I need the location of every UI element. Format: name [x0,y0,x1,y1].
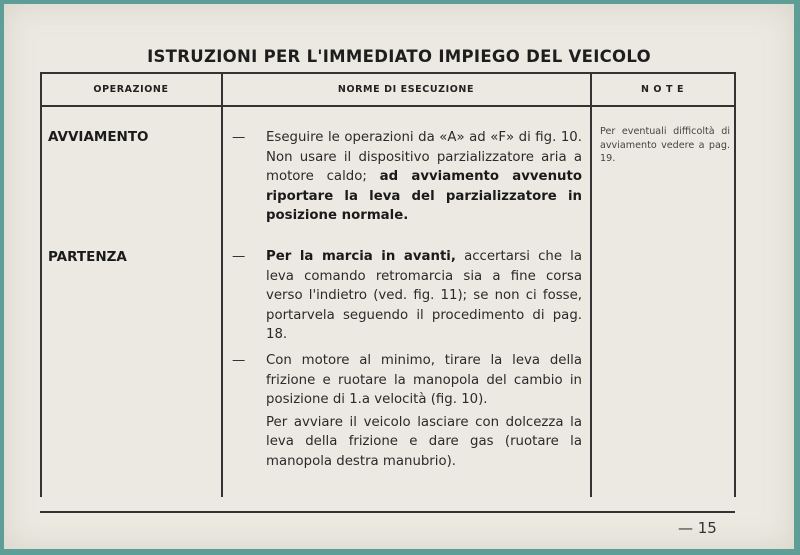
dash-mark: — [232,249,246,264]
note-avviamento: Per eventuali difficoltà di avviamento vedere a pag. 19. [600,126,730,165]
instruction-normal-text: Eseguire le operazioni da «A» ad «F» di fig. 10. Non usare il dispositivo parzializzatore aria a motore caldo; [266,130,582,185]
instruction-bold-text: Per la marcia in avanti, [266,249,456,264]
label-avviamento: AVVIAMENTO [48,129,149,145]
instruction-text [266,247,582,345]
instruction-text [266,128,582,226]
table-top-rule [40,72,735,74]
column-divider-2 [590,72,592,497]
dash-mark: — [232,130,246,145]
instruction-normal-text: accertarsi che la leva comando retromarcia sia a fine corsa verso l'indietro (ved. fig. 11); se non ci fosse, portarvela seguendo il procedimento di pag. 18. [266,249,582,343]
header-operazione: OPERAZIONE [93,84,169,95]
column-divider-left [40,72,42,497]
header-note: N O T E [640,84,685,95]
column-divider-1 [221,72,223,497]
label-partenza: PARTENZA [48,249,127,265]
instruction-extra-text: Per avviare il veicolo lasciare con dolcezza la leva della frizione e dare gas (ruotare la manopola destra manubrio). [266,414,582,469]
dash-mark: — [232,353,246,368]
header-norme: NORME DI ESECUZIONE [337,84,475,95]
table-bottom-rule [40,511,735,513]
instruction-avviamento [232,128,582,226]
page-title: ISTRUZIONI PER L'IMMEDIATO IMPIEGO DEL VEICOLO [147,47,651,66]
instruction-partenza-2 [232,351,582,472]
header-bottom-rule [40,105,735,107]
instruction-text: Con motore al minimo, tirare la leva della frizione e ruotare la manopola del cambio in posizione di 1.a velocità (fig. 10). [266,353,582,408]
instruction-bold-text: ad avviamento avvenuto riportare la leva del parzializzatore in posizione normale. [266,169,582,224]
manual-page [4,4,794,549]
page-number: — 15 [678,519,717,537]
column-divider-right [734,72,736,497]
instruction-partenza-1 [232,247,582,345]
